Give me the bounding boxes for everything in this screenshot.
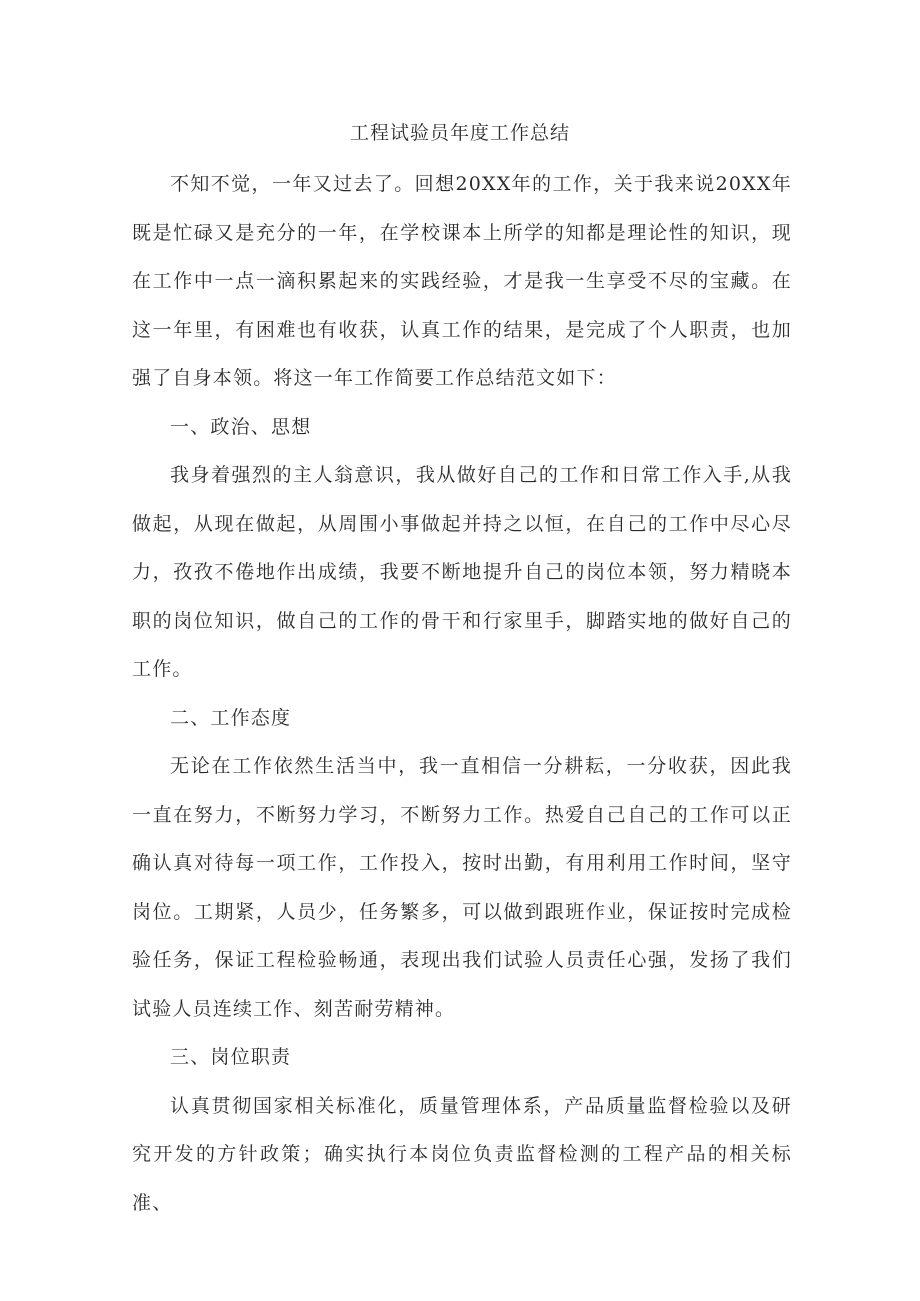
paragraph-politics: 我身着强烈的主人翁意识，我从做好自己的工作和日常工作入手,从我做起，从现在做起，从周围小事做起并持之以恒，在自己的工作中尽心尽力，孜孜不倦地作出成绩，我要不断地提升自己的岗位本领，努力精晓本职的岗位知识，做自己的工作的骨干和行家里手，脚踏实地的做好自己的工作。 (132, 464, 792, 680)
document-body (132, 160, 792, 1227)
paragraph-attitude: 无论在工作依然生活当中，我一直相信一分耕耘，一分收获，因此我一直在努力，不断努力学习，不断努力工作。热爱自己自己的工作可以正确认真对待每一项工作，工作投入，按时出勤，有用利用工作时间，坚守岗位。工期紧，人员少，任务繁多，可以做到跟班作业，保证按时完成检验任务，保证工程检验畅通，表现出我们试验人员责任心强，发扬了我们试验人员连续工作、刻苦耐劳精神。 (132, 755, 792, 1020)
paragraph-duties: 认真贯彻国家相关标准化，质量管理体系，产品质量监督检验以及研究开发的方针政策；确实执行本岗位负责监督检测的工程产品的相关标准、 (132, 1094, 792, 1214)
section-heading-duties: 三、岗位职责 (170, 1046, 292, 1068)
paragraph-intro: 不知不觉，一年又过去了。回想20XX年的工作，关于我来说20XX年既是忙碌又是充分的一年，在学校课本上所学的知都是理论性的知识，现在工作中一点一滴积累起来的实践经验，才是我一生享受不尽的宝藏。在这一年里，有困难也有收获，认真工作的结果，是完成了个人职责，也加强了自身本领。将这一年工作简要工作总结范文如下： (132, 173, 792, 389)
section-heading-attitude: 二、工作态度 (170, 706, 292, 729)
document-title: 工程试验员年度工作总结 (349, 122, 570, 144)
section-heading-politics: 一、政治、思想 (170, 415, 312, 438)
